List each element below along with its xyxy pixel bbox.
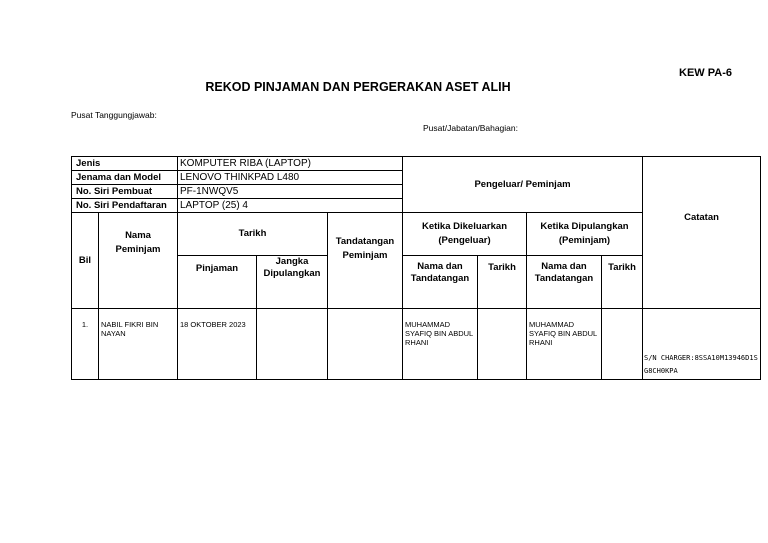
jabatan-label: Pusat/Jabatan/Bahagian: xyxy=(423,123,518,133)
pusat-tanggungjawab-label: Pusat Tanggungjawab: xyxy=(71,110,157,120)
catatan-header: Catatan xyxy=(643,157,761,309)
row-pengeluar-tarikh xyxy=(478,309,527,380)
siri-pendaftaran-label: No. Siri Pendaftaran xyxy=(72,199,178,213)
ketika-dikeluarkan-header: Ketika Dikeluarkan (Pengeluar) xyxy=(403,213,527,256)
peminjam-nama-header: Nama dan Tandatangan xyxy=(527,256,602,309)
jangka-dipulangkan-header: Jangka Dipulangkan xyxy=(257,256,328,309)
table-row xyxy=(72,309,761,380)
siri-pendaftaran-value: LAPTOP (25) 4 xyxy=(178,199,403,213)
ketika-dipulangkan-header: Ketika Dipulangkan (Peminjam) xyxy=(527,213,643,256)
row-jangka xyxy=(257,309,328,380)
asset-movement-table xyxy=(71,156,761,380)
siri-pembuat-value: PF-1NWQV5 xyxy=(178,185,403,199)
row-peminjam-nama: MUHAMMAD SYAFIQ BIN ABDUL RHANI xyxy=(527,309,602,380)
jenis-label: Jenis xyxy=(72,157,178,171)
row-pinjaman: 18 OKTOBER 2023 xyxy=(178,309,257,380)
nama-peminjam-header: Nama Peminjam xyxy=(99,213,178,309)
pengeluar-nama-header: Nama dan Tandatangan xyxy=(403,256,478,309)
pinjaman-header: Pinjaman xyxy=(178,256,257,309)
row-peminjam-tarikh xyxy=(602,309,643,380)
row-bil: 1. xyxy=(72,309,99,380)
jenama-label: Jenama dan Model xyxy=(72,171,178,185)
pengeluar-peminjam-header: Pengeluar/ Peminjam xyxy=(403,157,643,213)
page-title: REKOD PINJAMAN DAN PERGERAKAN ASET ALIH xyxy=(205,80,511,94)
pengeluar-tarikh-header: Tarikh xyxy=(478,256,527,309)
row-catatan: S/N CHARGER:8SSA10M13946D1SG8CH0KPA xyxy=(643,309,761,380)
jenis-value: KOMPUTER RIBA (LAPTOP) xyxy=(178,157,403,171)
asset-row-jenis xyxy=(72,157,761,171)
tarikh-header: Tarikh xyxy=(178,213,328,256)
tandatangan-peminjam-header: Tandatangan Peminjam xyxy=(328,213,403,309)
row-pengeluar-nama: MUHAMMAD SYAFIQ BIN ABDUL RHANI xyxy=(403,309,478,380)
peminjam-tarikh-header: Tarikh xyxy=(602,256,643,309)
row-tandatangan xyxy=(328,309,403,380)
row-nama: NABIL FIKRI BIN NAYAN xyxy=(99,309,178,380)
siri-pembuat-label: No. Siri Pembuat xyxy=(72,185,178,199)
bil-header: Bil xyxy=(72,213,99,309)
form-code: KEW PA-6 xyxy=(679,67,732,79)
jenama-value: LENOVO THINKPAD L480 xyxy=(178,171,403,185)
